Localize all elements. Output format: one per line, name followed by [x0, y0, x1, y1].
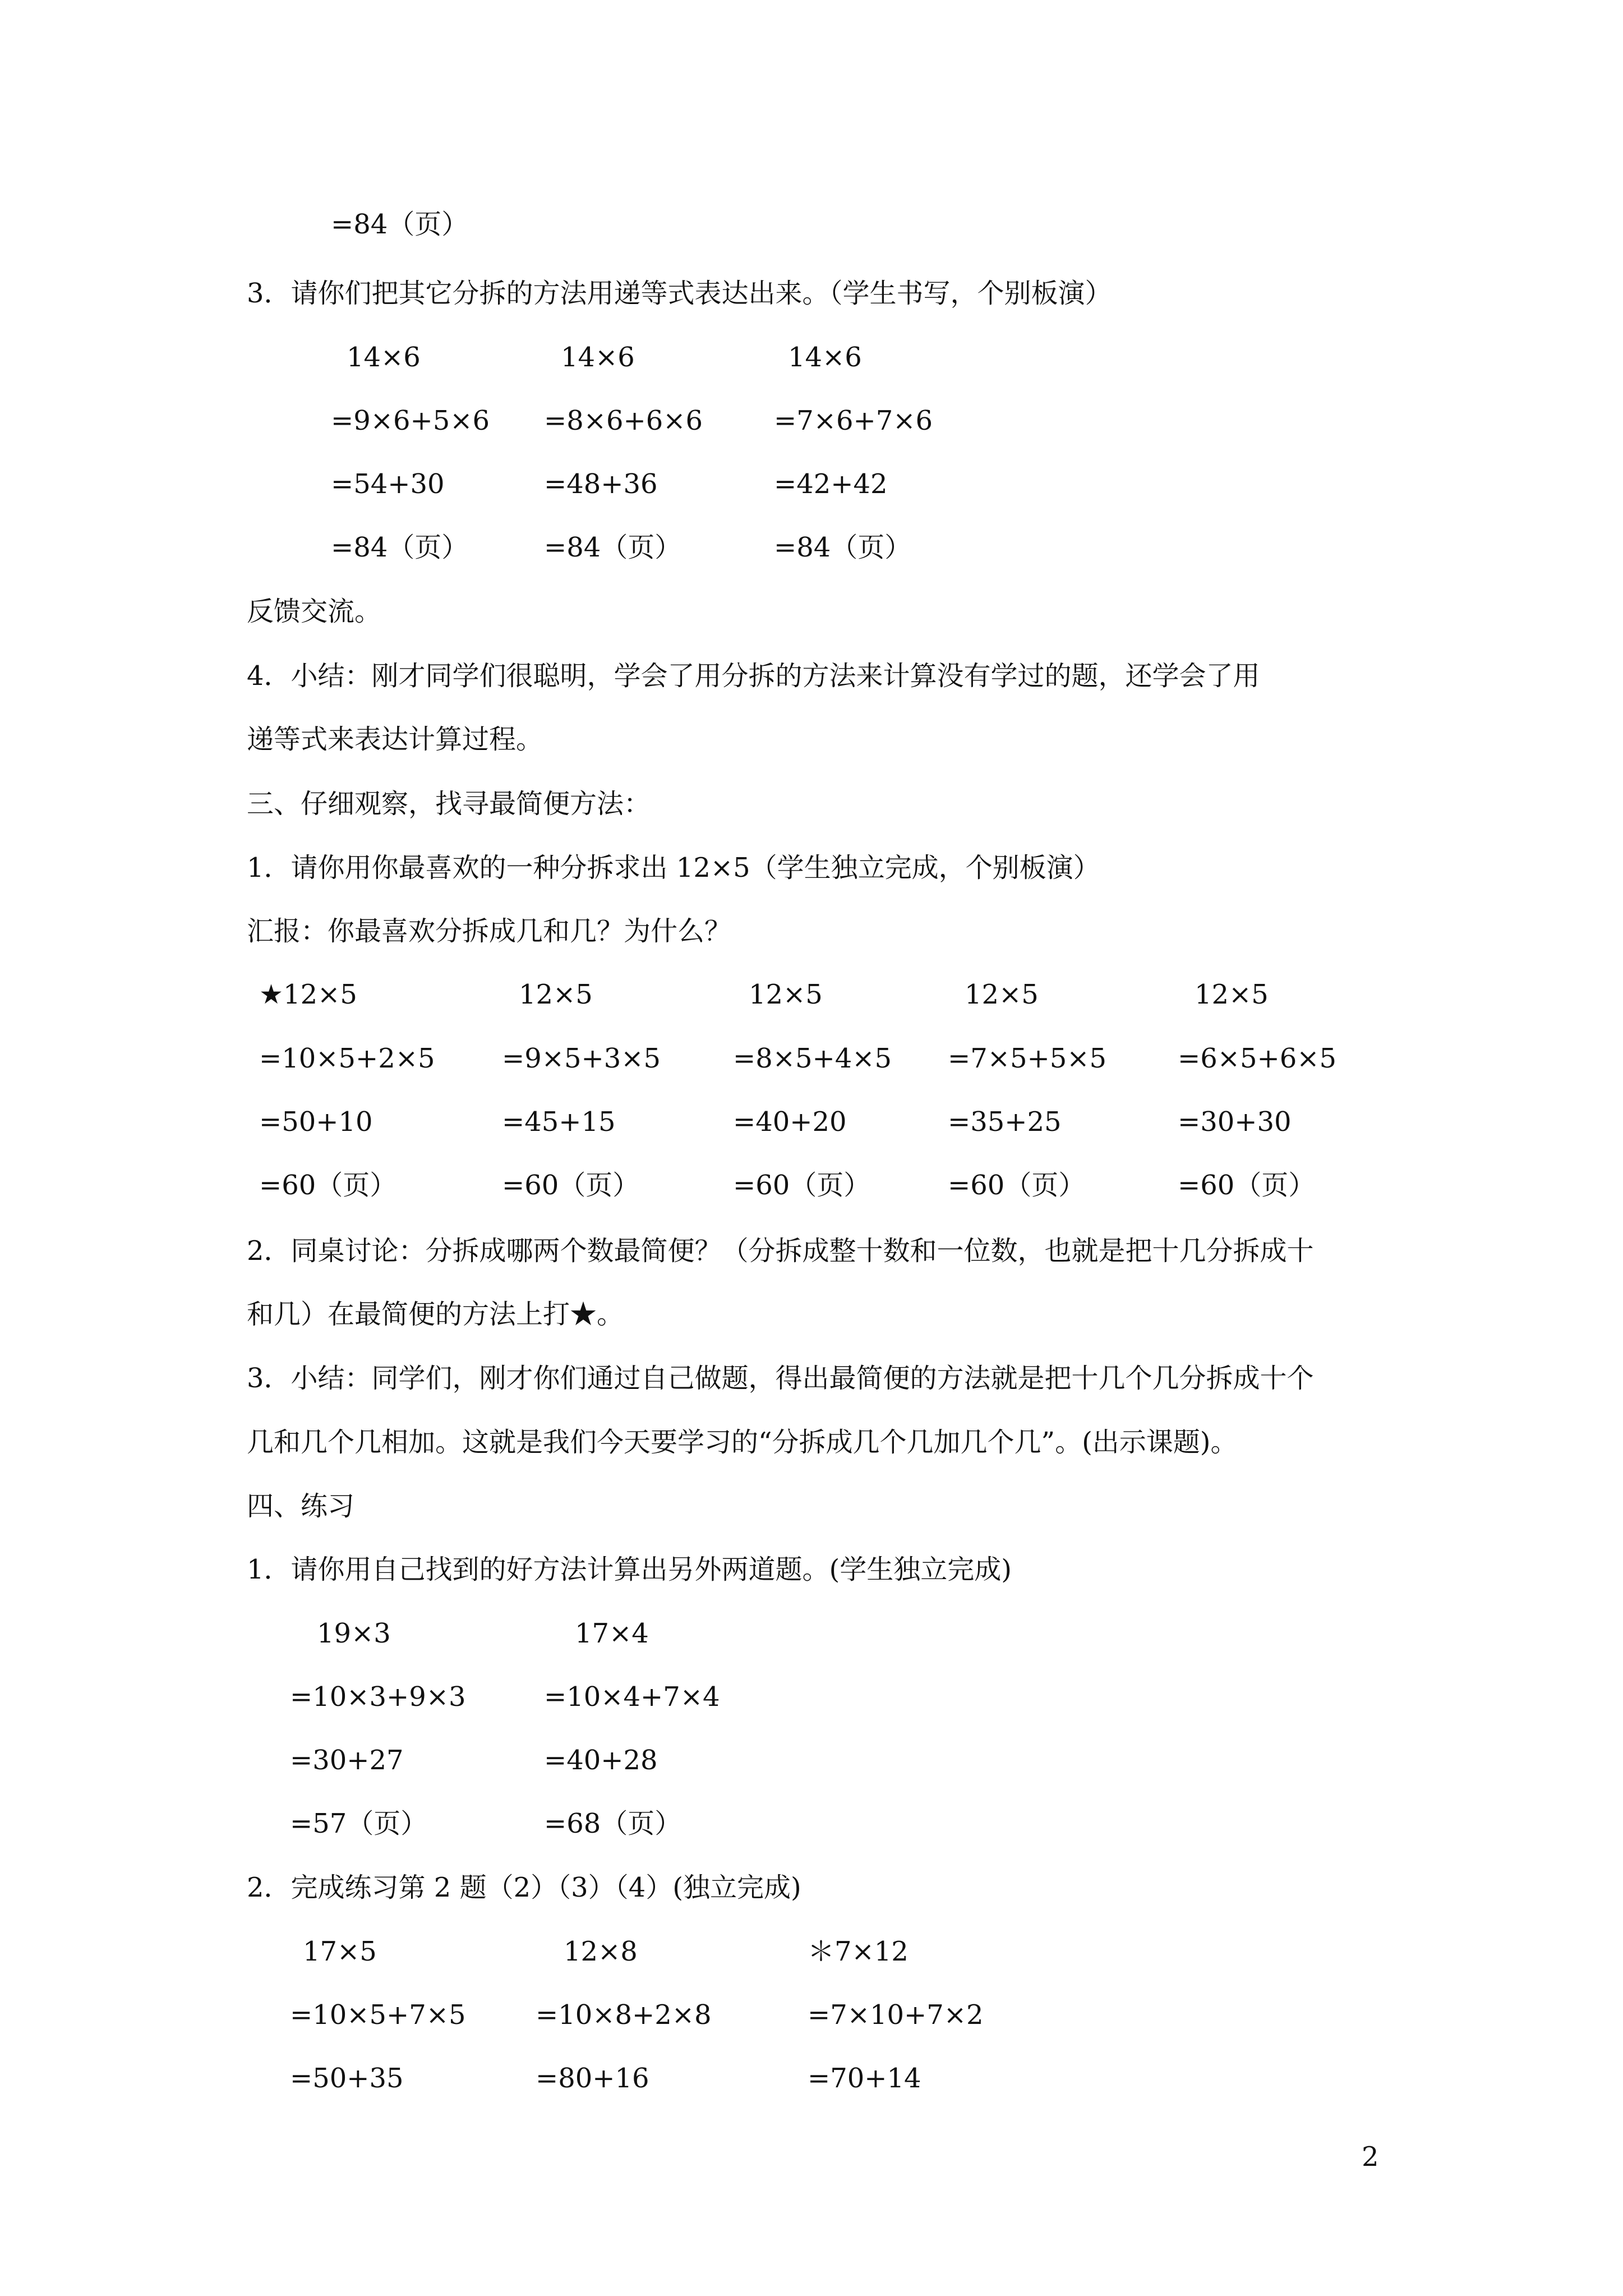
grid2-col5-row3: =30+30 [1178, 1106, 1292, 1138]
grid1-col3-row4: =84（页） [774, 532, 912, 563]
grid3-col1-row1: 19×3 [317, 1618, 391, 1649]
grid2-col4-row1: 12×5 [965, 979, 1039, 1010]
section-3-item-3-line-2: 几和几个几相加。这就是我们今天要学习的“分拆成几个几加几个几”。(出示课题)。 [247, 1427, 1238, 1458]
grid4-col2-row1: 12×8 [564, 1936, 638, 1967]
page-number: 2 [1362, 2141, 1379, 2173]
grid3-col1-row2: =10×3+9×3 [290, 1681, 466, 1713]
grid4-col2-row2: =10×8+2×8 [536, 1999, 712, 2031]
grid2-col2-row2: =9×5+3×5 [502, 1043, 661, 1074]
grid4-col3-row2: =7×10+7×2 [808, 1999, 984, 2031]
grid4-col1-row2: =10×5+7×5 [290, 1999, 466, 2031]
grid2-col3-row2: =8×5+4×5 [733, 1043, 892, 1074]
grid3-col2-row2: =10×4+7×4 [544, 1681, 720, 1713]
grid2-col5-row2: =6×5+6×5 [1178, 1043, 1337, 1074]
grid4-col1-row1: 17×5 [303, 1936, 377, 1967]
grid2-col2-row3: =45+15 [502, 1106, 616, 1138]
section-4-item-2: 2．完成练习第 2 题（2）（3）（4）(独立完成) [247, 1872, 801, 1903]
section-3-item-3-line-1: 3．小结：同学们，刚才你们通过自己做题，得出最简便的方法就是把十几个几分拆成十个 [247, 1363, 1314, 1394]
grid3-col1-row3: =30+27 [290, 1745, 404, 1776]
grid1-col2-row3: =48+36 [544, 468, 658, 500]
grid1-col1-row4: =84（页） [331, 532, 469, 563]
section-3-item-1: 1．请你用你最喜欢的一种分拆求出 12×5（学生独立完成，个别板演） [247, 852, 1100, 884]
section-3-title: 三、仔细观察，找寻最简便方法： [247, 788, 651, 820]
section-4-title: 四、练习 [247, 1490, 355, 1522]
grid3-col1-row4: =57（页） [290, 1808, 428, 1839]
grid2-col1-row4: =60（页） [259, 1170, 397, 1201]
section-3-item-2-line-1: 2．同桌讨论：分拆成哪两个数最简便？（分拆成整十数和一位数，也就是把十几分拆成十 [247, 1235, 1314, 1267]
item-3-prompt: 3．请你们把其它分拆的方法用递等式表达出来。（学生书写，个别板演） [247, 278, 1112, 309]
grid3-col2-row1: 17×4 [575, 1618, 649, 1649]
grid1-col1-row3: =54+30 [331, 468, 445, 500]
grid2-col1-row3: =50+10 [259, 1106, 373, 1138]
grid1-col1-row2: =9×6+5×6 [331, 405, 490, 436]
summary-4-line-2: 递等式来表达计算过程。 [247, 724, 543, 755]
grid1-col2-row1: 14×6 [561, 342, 635, 373]
feedback-line: 反馈交流。 [247, 596, 382, 627]
grid1-col3-row2: =7×6+7×6 [774, 405, 933, 436]
grid4-col3-row1: ＊7×12 [808, 1936, 909, 1967]
grid1-col3-row3: =42+42 [774, 468, 888, 500]
section-3-item-2-line-2: 和几）在最简便的方法上打★。 [247, 1299, 624, 1330]
grid1-col2-row2: =8×6+6×6 [544, 405, 703, 436]
grid2-col3-row4: =60（页） [733, 1170, 871, 1201]
grid3-col2-row4: =68（页） [544, 1808, 682, 1839]
section-4-item-1: 1．请你用自己找到的好方法计算出另外两道题。(学生独立完成) [247, 1554, 1012, 1585]
grid1-col1-row1: 14×6 [347, 342, 421, 373]
grid4-col3-row3: =70+14 [808, 2063, 921, 2094]
grid2-col3-row3: =40+20 [733, 1106, 847, 1138]
grid2-col4-row3: =35+25 [948, 1106, 1062, 1138]
grid2-col5-row1: 12×5 [1195, 979, 1269, 1010]
grid3-col2-row3: =40+28 [544, 1745, 658, 1776]
grid1-col2-row4: =84（页） [544, 532, 682, 563]
grid2-col2-row4: =60（页） [502, 1170, 640, 1201]
grid4-col2-row3: =80+16 [536, 2063, 649, 2094]
grid1-col3-row1: 14×6 [788, 342, 862, 373]
grid2-col5-row4: =60（页） [1178, 1170, 1316, 1201]
grid2-col3-row1: 12×5 [749, 979, 823, 1010]
section-3-report: 汇报：你最喜欢分拆成几和几？为什么？ [247, 915, 732, 947]
summary-4-line-1: 4．小结：刚才同学们很聪明，学会了用分拆的方法来计算没有学过的题，还学会了用 [247, 660, 1260, 692]
top-line: =84（页） [331, 209, 469, 240]
grid2-col2-row1: 12×5 [519, 979, 593, 1010]
grid4-col1-row3: =50+35 [290, 2063, 404, 2094]
grid2-col4-row2: =7×5+5×5 [948, 1043, 1107, 1074]
grid2-col1-row1: ★12×5 [259, 979, 357, 1010]
grid2-col4-row4: =60（页） [948, 1170, 1086, 1201]
grid2-col1-row2: =10×5+2×5 [259, 1043, 435, 1074]
